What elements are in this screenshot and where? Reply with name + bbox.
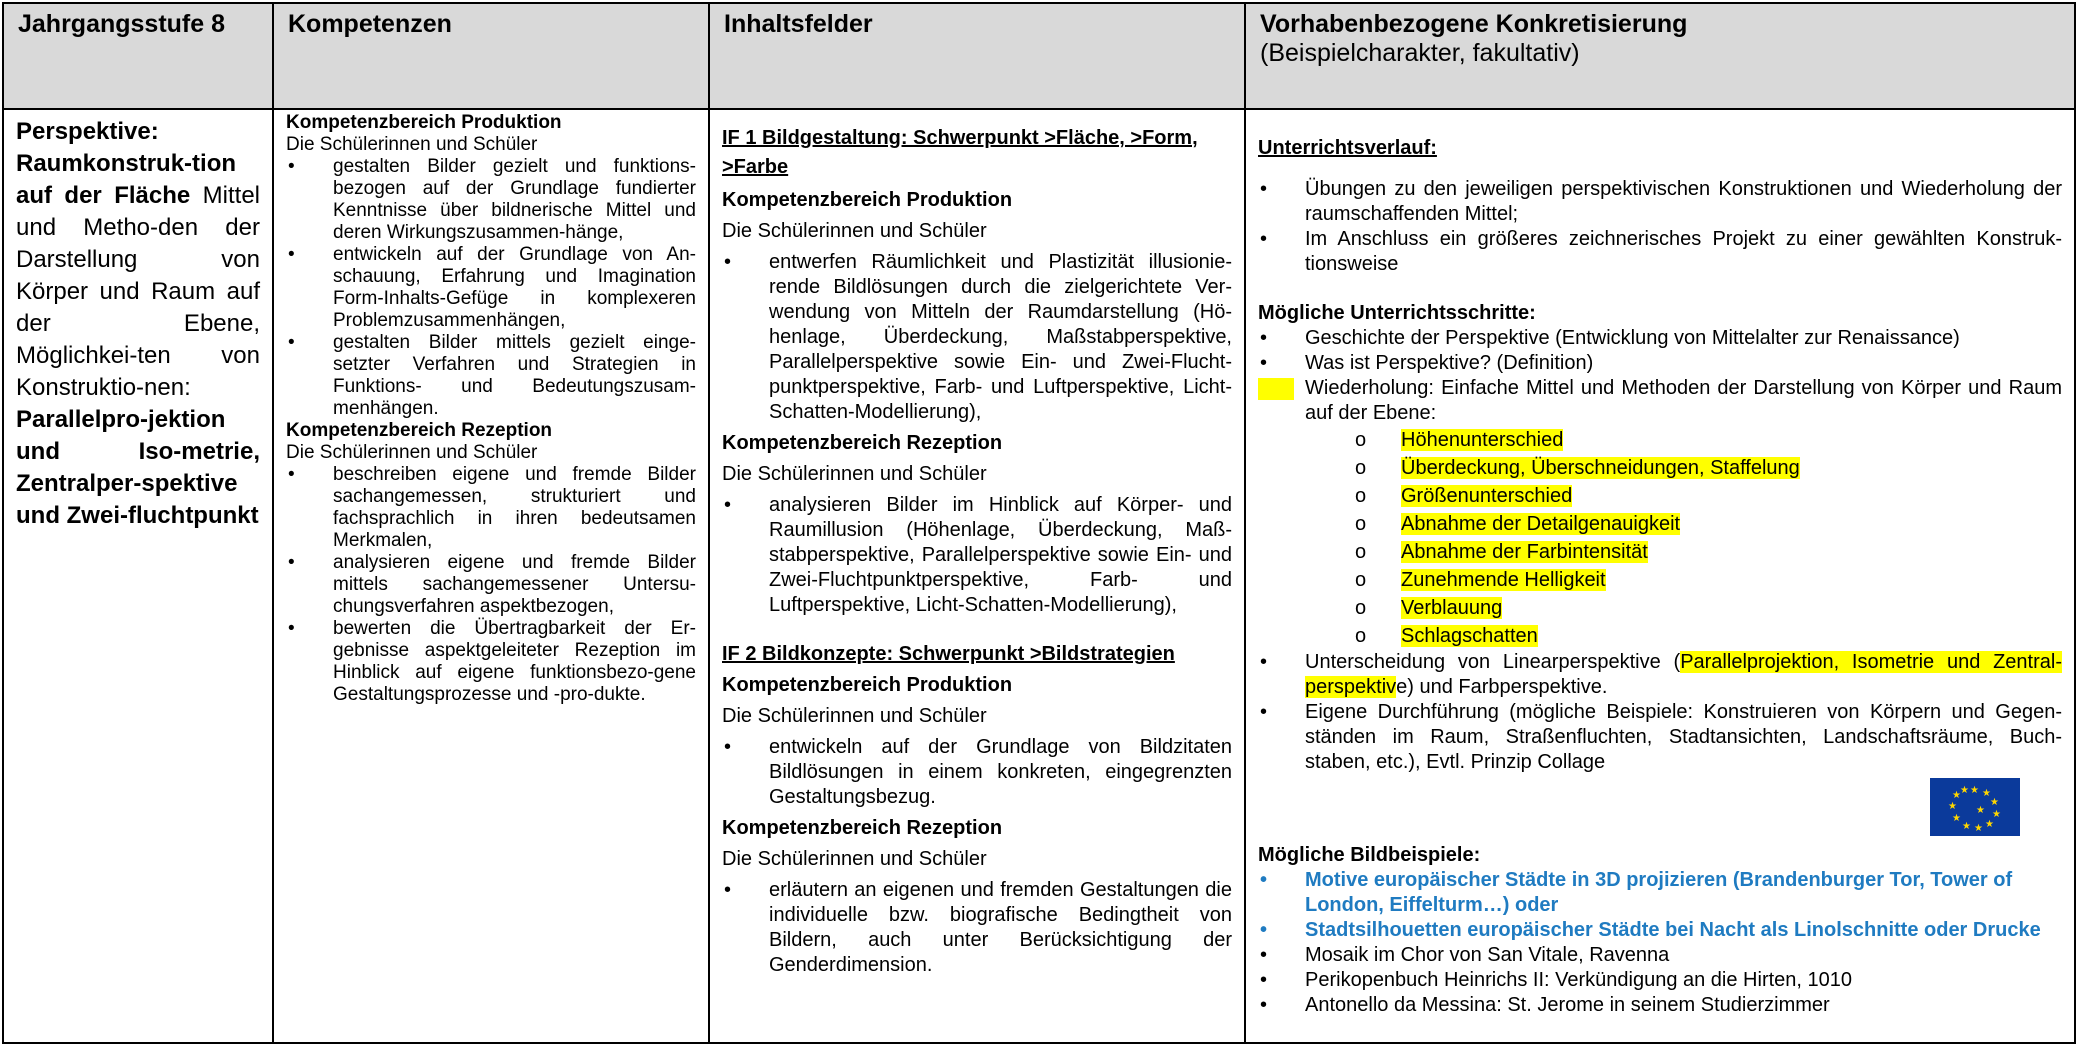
list-item: • gestalten Bilder mittels gezielt einge-setzter Verfahren und Strategien in Funktions- und Bedeutungszusam-menhängen. xyxy=(286,332,696,420)
list-item-link[interactable]: • Stadtsilhouetten europäischer Städte bei Nacht als Linolschnitte oder Drucke xyxy=(1258,918,2062,943)
kompetenz-produktion-title: Kompetenzbereich Produktion xyxy=(286,112,562,133)
header-jahrgangsstufe: Jahrgangsstufe 8 xyxy=(3,3,273,109)
header-konkretisierung-sub: (Beispielcharakter, fakultativ) xyxy=(1260,39,1580,67)
list-item: • gestalten Bilder gezielt und funktions-bezogen auf der Grundlage fundierter Kenntnisse über bildnerische Mittel und deren Wirkungszusammen-hänge, xyxy=(286,156,696,244)
topic-methods: Parallelpro-jektion und Iso-metrie, Zentralper-spektive und Zwei-fluchtpunkt xyxy=(16,406,260,529)
list-item: • analysieren eigene und fremde Bilder mittels sachangemessener Untersu-chungsverfahren aspektbezogen, xyxy=(286,552,696,618)
if1-rezeption-title: Kompetenzbereich Rezeption xyxy=(722,432,1003,454)
bildbeispiele-list xyxy=(1258,868,2062,1018)
unterrichtsschritte-list xyxy=(1258,326,2062,426)
schritt-wiederholung-text: Wiederholung: Einfache Mittel und Methoden der Darstellung von Körper und Raum auf der Ebene: xyxy=(1305,377,2062,424)
topic-title: Perspektive: Raumkonstruk-tion auf der Fläche xyxy=(16,118,237,209)
kompetenz-produktion-intro: Die Schülerinnen und Schüler xyxy=(286,134,538,155)
header-row xyxy=(3,3,2075,109)
sub-list-item: o Schlagschatten xyxy=(1258,622,2062,650)
list-item: • Im Anschluss ein größeres zeichnerisches Projekt zu einer gewählten Konstruk-tionsweise xyxy=(1258,227,2062,277)
if1-rezeption-list xyxy=(722,493,1232,618)
list-item: • bewerten die Übertragbarkeit der Er-gebnisse aspektgeleiteter Rezeption im Hinblick auf eigene funktionsbezo-gene Gestaltungsprozesse und -pro-dukte. xyxy=(286,618,696,706)
sub-list-item: o Größenunterschied xyxy=(1258,482,2062,510)
unterrichtsschritte-list-2 xyxy=(1258,650,2062,775)
inhaltsfelder-cell xyxy=(709,109,1245,1043)
unterrichtsverlauf-list xyxy=(1258,177,2062,277)
unterrichtsschritte-title: Mögliche Unterrichtsschritte: xyxy=(1258,302,1536,324)
list-item: • Übungen zu den jeweiligen perspektivischen Konstruktionen und Wiederholung der raumschaffenden Mittel; xyxy=(1258,177,2062,227)
if2-produktion-title: Kompetenzbereich Produktion xyxy=(722,674,1013,696)
list-item: • Perikopenbuch Heinrichs II: Verkündigung an die Hirten, 1010 xyxy=(1258,968,2062,993)
mittel-sublist xyxy=(1258,426,2062,650)
sub-list-item: o Höhenunterschied xyxy=(1258,426,2062,454)
if2-produktion-intro: Die Schülerinnen und Schüler xyxy=(722,705,987,727)
sub-list-item: o Zunehmende Helligkeit xyxy=(1258,566,2062,594)
if2-rezeption-list xyxy=(722,878,1232,978)
if1-produktion-intro: Die Schülerinnen und Schüler xyxy=(722,220,987,242)
list-item: • erläutern an eigenen und fremden Gestaltungen die individuelle bzw. biografische Bedingtheit von Bildern, auch unter Berücksichtigung der Genderdimension. xyxy=(722,878,1232,978)
list-item: • entwerfen Räumlichkeit und Plastizität illusionie-rende Bildlösungen durch die zielgerichtete Ver-wendung von Mitteln der Raumdarstellung (Hö-henlage, Überdeckung, Maßstabperspektive, Parallelperspektive sowie Ein- und Zwei-Flucht-punktperspektive, Farb- und Luftperspektive, Licht-Schatten-Modellierung), xyxy=(722,250,1232,425)
if2-rezeption-title: Kompetenzbereich Rezeption xyxy=(722,817,1003,839)
sub-list-item: o Verblauung xyxy=(1258,594,2062,622)
list-item: • Antonello da Messina: St. Jerome in seinem Studierzimmer xyxy=(1258,993,2062,1018)
header-konkretisierung xyxy=(1245,3,2075,109)
if2-produktion-list xyxy=(722,735,1232,810)
header-konkretisierung-title: Vorhabenbezogene Konkretisierung xyxy=(1260,10,1688,38)
kompetenz-rezeption-list xyxy=(286,464,696,706)
kompetenz-rezeption-title: Kompetenzbereich Rezeption xyxy=(286,420,553,441)
unterrichtsverlauf-title: Unterrichtsverlauf: xyxy=(1258,137,1437,159)
list-item: • beschreiben eigene und fremde Bilder sachangemessen, strukturiert und fachsprachlich in ihren bedeutsamen Merkmalen, xyxy=(286,464,696,552)
kompetenzen-cell xyxy=(273,109,709,1043)
kompetenz-produktion-list xyxy=(286,156,696,420)
list-item: • Eigene Durchführung (mögliche Beispiele: Konstruieren von Körpern und Gegen-ständen im Raum, Straßenfluchten, Stadtansichten, Landschaftsräume, Buch-staben, etc.), Evtl. Prinzip Collage xyxy=(1258,700,2062,775)
topic-cell xyxy=(3,109,273,1043)
list-item: • entwickeln auf der Grundlage von Bildzitaten Bildlösungen in einem konkreten, eingegrenzten Gestaltungsbezug. xyxy=(722,735,1232,810)
if1-rezeption-intro: Die Schülerinnen und Schüler xyxy=(722,463,987,485)
header-kompetenzen: Kompetenzen xyxy=(273,3,709,109)
sub-list-item: o Überdeckung, Überschneidungen, Staffelung xyxy=(1258,454,2062,482)
eu-flag-icon: ★ ★ ★ ★ ★ ★ ★ ★ ★ ★ ★ ★ xyxy=(1930,778,2020,836)
list-item-link[interactable]: • Motive europäischer Städte in 3D projizieren (Brandenburger Tor, Tower of London, Eiffelturm…) oder xyxy=(1258,868,2062,918)
if2-rezeption-intro: Die Schülerinnen und Schüler xyxy=(722,848,987,870)
list-item: • entwickeln auf der Grundlage von An-schauung, Erfahrung und Imagination Form-Inhalts-Gefüge in komplexeren Problemzusammenhängen, xyxy=(286,244,696,332)
if2-heading: IF 2 Bildkonzepte: Schwerpunkt >Bildstrategien xyxy=(722,643,1175,665)
header-inhaltsfelder: Inhaltsfelder xyxy=(709,3,1245,109)
kompetenz-rezeption-intro: Die Schülerinnen und Schüler xyxy=(286,442,538,463)
list-item: • Unterscheidung von Linearperspektive (Parallelprojektion, Isometrie und Zentral-perspektive) und Farbperspektive. xyxy=(1258,650,2062,700)
konkretisierung-cell xyxy=(1245,109,2075,1043)
list-item: • Was ist Perspektive? (Definition) xyxy=(1258,351,2062,376)
if1-heading: IF 1 Bildgestaltung: Schwerpunkt >Fläche, >Form, >Farbe xyxy=(722,127,1198,178)
curriculum-table xyxy=(2,2,2076,1044)
list-item: • Mosaik im Chor von San Vitale, Ravenna xyxy=(1258,943,2062,968)
list-item-highlighted xyxy=(1258,376,2062,426)
list-item: • analysieren Bilder im Hinblick auf Körper- und Raumillusion (Höhenlage, Überdeckung, Maß-stabperspektive, Parallelperspektive sowie Ein- und Zwei-Fluchtpunktperspektive, Farb- und Luftperspektive, Licht-Schatten-Modellierung), xyxy=(722,493,1232,618)
if1-produktion-title: Kompetenzbereich Produktion xyxy=(722,189,1013,211)
list-item: • Geschichte der Perspektive (Entwicklung von Mittelalter zur Renaissance) xyxy=(1258,326,2062,351)
sub-list-item: o Abnahme der Detailgenauigkeit xyxy=(1258,510,2062,538)
sub-list-item: o Abnahme der Farbintensität xyxy=(1258,538,2062,566)
bildbeispiele-title: Mögliche Bildbeispiele: xyxy=(1258,844,1481,866)
topic-description: Mittel und Metho-den der Darstellung von Körper und Raum auf der Ebene, Möglichkei-ten von Konstruktio-nen: xyxy=(16,182,261,401)
if1-produktion-list xyxy=(722,250,1232,425)
body-row xyxy=(3,109,2075,1043)
